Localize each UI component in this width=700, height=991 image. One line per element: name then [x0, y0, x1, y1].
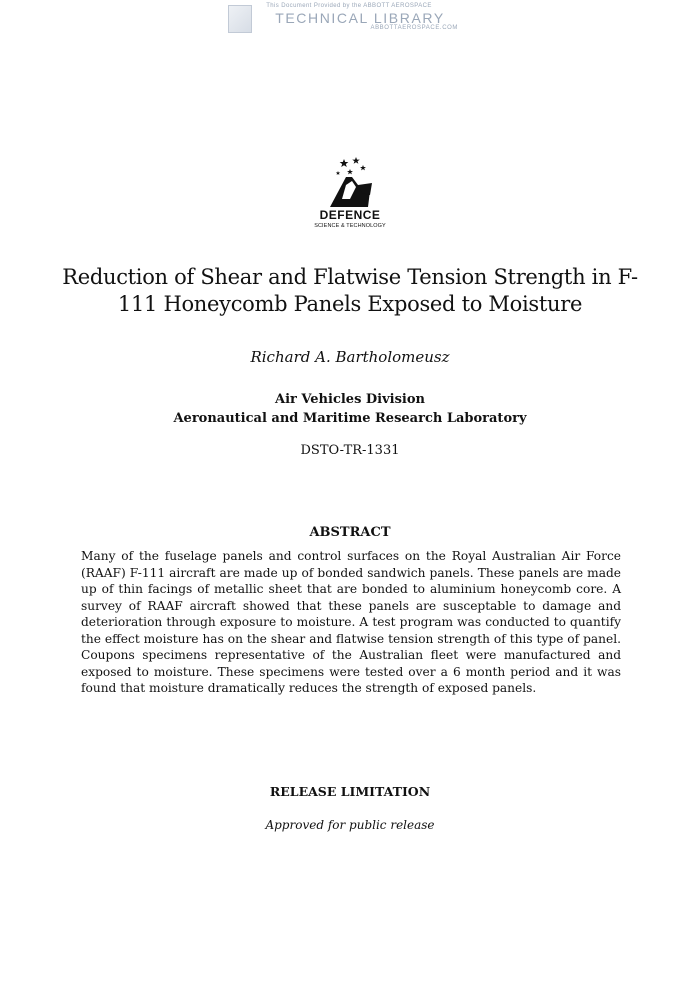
abstract-heading: ABSTRACT	[309, 525, 391, 540]
report-number: DSTO-TR-1331	[300, 443, 400, 458]
division-name: Air Vehicles Division	[274, 392, 425, 407]
watermark-provided-by: This Document Provided by the ABBOTT AEROSPACE	[266, 3, 432, 9]
release-limitation-text: Approved for public release	[265, 818, 435, 832]
watermark-library-name: TECHNICAL LIBRARY	[275, 10, 445, 26]
report-title: Reduction of Shear and Flatwise Tension Strength in F-111 Honeycomb Panels Exposed to Moisture	[62, 265, 638, 316]
organisation-block	[100, 390, 600, 428]
defence-logo	[300, 155, 400, 235]
watermark-website: ABBOTTAEROSPACE.COM	[370, 25, 458, 31]
author-name: Richard A. Bartholomeusz	[250, 348, 450, 366]
abstract-text: Many of the fuselage panels and control surfaces on the Royal Australian Air Force (RAAF) F-111 aircraft are made up of bonded sandwich panels. These panels are made up of thin facings of metallic sheet that are bonded to aluminium honeycomb core. A survey of RAAF aircraft showed that these panels are susceptable to damage and deterioration through exposure to moisture. A test program was conducted to quantify the effect moisture has on the shear and flatwise tension strength of this type of panel. Coupons specimens representative of the Australian fleet were manufactured and exposed to moisture. These specimens were tested over a 6 month period and it was found that moisture dramatically reduces the strength of exposed panels.	[81, 549, 621, 695]
defence-emblem-icon	[300, 155, 400, 210]
library-watermark	[228, 2, 468, 36]
release-limitation-heading: RELEASE LIMITATION	[269, 784, 431, 799]
logo-wordmark: DEFENCE	[319, 208, 381, 222]
laboratory-name: Aeronautical and Maritime Research Laboratory	[173, 411, 527, 426]
logo-subtitle: SCIENCE & TECHNOLOGY	[314, 223, 386, 229]
watermark-book-icon	[228, 5, 252, 33]
